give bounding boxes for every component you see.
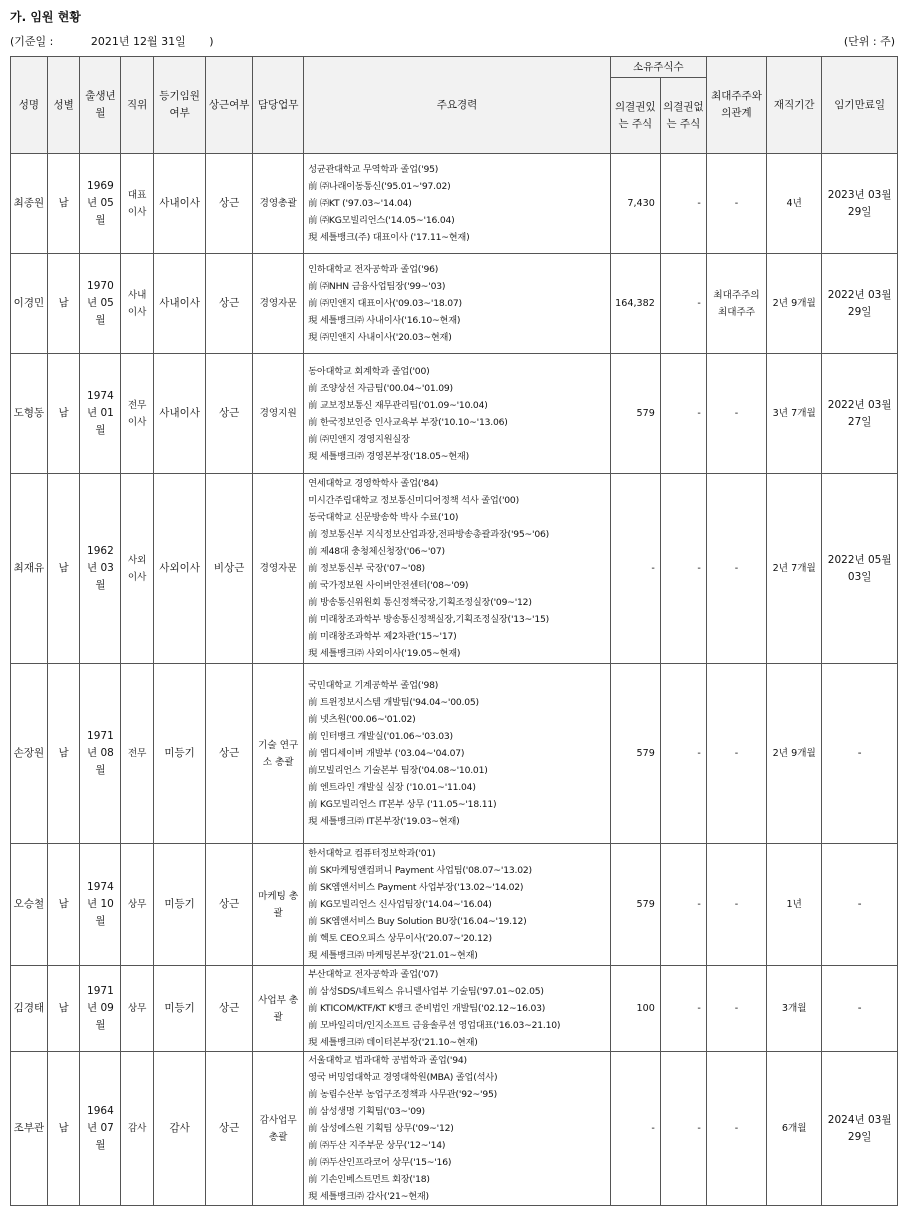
cell-term-end: 2022년 05월 03일 bbox=[822, 474, 898, 664]
career-line: 인하대학교 전자공학과 졸업('96) bbox=[308, 264, 439, 275]
cell-duty: 경영총괄 bbox=[253, 154, 304, 254]
cell-gender: 남 bbox=[47, 844, 80, 966]
cell-career bbox=[304, 254, 611, 354]
career-line: 前 ㈜민앤지 경영지원실장 bbox=[308, 433, 410, 445]
career-line: 前 엔트라인 개발실 실장 ('10.01~'11.04) bbox=[308, 782, 476, 793]
career-line: 前 트윈정보시스템 개발팀('94.04~'00.05) bbox=[308, 697, 479, 708]
career-line: 前 국가정보원 사이버안전센터('08~'09) bbox=[308, 580, 469, 591]
career-line: 前 ㈜KG모빌리언스('14.05~'16.04) bbox=[308, 215, 455, 226]
cell-position: 상무 bbox=[121, 844, 154, 966]
career-line: 국민대학교 기계공학부 졸업('98) bbox=[308, 680, 439, 691]
cell-name: 도형동 bbox=[11, 354, 48, 474]
cell-fulltime: 상근 bbox=[206, 664, 253, 844]
cell-position: 감사 bbox=[121, 1052, 154, 1206]
cell-birth: 1974년 10월 bbox=[80, 844, 121, 966]
header-registered: 등기임원여부 bbox=[154, 57, 206, 154]
career-line: 성균관대학교 무역학과 졸업('95) bbox=[308, 164, 439, 175]
career-line: 前 ㈜나래이동통신('95.01~'97.02) bbox=[308, 181, 451, 192]
cell-term-end: 2023년 03월 29일 bbox=[822, 154, 898, 254]
career-line: 前 미래창조과학부 방송통신정책실장,기획조정실장('13~'15) bbox=[308, 614, 550, 625]
cell-duty: 마케팅 총괄 bbox=[253, 844, 304, 966]
cell-shares-voting: - bbox=[610, 1052, 660, 1206]
career-line: 前 한국정보인증 인사교육부 부장('10.10~'13.06) bbox=[308, 416, 508, 428]
cell-registered: 감사 bbox=[154, 1052, 206, 1206]
cell-career bbox=[304, 966, 611, 1052]
cell-shares-voting: 579 bbox=[610, 354, 660, 474]
career-line: 現 세틀뱅크㈜ 사내이사('16.10~현재) bbox=[308, 315, 461, 326]
cell-relation: - bbox=[706, 474, 766, 664]
cell-shares-voting: 164,382 bbox=[610, 254, 660, 354]
career-line: 동아대학교 회계학과 졸업('00) bbox=[308, 365, 430, 377]
career-line: 前 ㈜KT ('97.03~'14.04) bbox=[308, 198, 412, 209]
cell-relation: 최대주주의 최대주주 bbox=[706, 254, 766, 354]
cell-tenure: 3년 7개월 bbox=[767, 354, 822, 474]
career-line: 現 세틀뱅크㈜ 감사('21~현재) bbox=[308, 1191, 429, 1202]
career-line: 부산대학교 전자공학과 졸업('07) bbox=[308, 969, 439, 980]
cell-position: 전무 bbox=[121, 664, 154, 844]
cell-gender: 남 bbox=[47, 474, 80, 664]
cell-fulltime: 상근 bbox=[206, 354, 253, 474]
header-birth: 출생년월 bbox=[80, 57, 121, 154]
cell-tenure: 1년 bbox=[767, 844, 822, 966]
unit-label: (단위 : 주) bbox=[843, 35, 895, 48]
cell-shares-voting: - bbox=[610, 474, 660, 664]
cell-name: 최종원 bbox=[11, 154, 48, 254]
executive-row bbox=[11, 354, 898, 474]
cell-shares-voting: 579 bbox=[610, 664, 660, 844]
header-fulltime: 상근여부 bbox=[206, 57, 253, 154]
cell-registered: 사외이사 bbox=[154, 474, 206, 664]
career-line: 前 기손인베스트먼트 회장('18) bbox=[308, 1174, 430, 1185]
cell-birth: 1970년 05월 bbox=[80, 254, 121, 354]
cell-name: 최재유 bbox=[11, 474, 48, 664]
career-line: 연세대학교 경영학학사 졸업('84) bbox=[308, 478, 439, 489]
cell-shares-nonvoting: - bbox=[660, 664, 706, 844]
cell-shares-nonvoting: - bbox=[660, 254, 706, 354]
cell-name: 손장원 bbox=[11, 664, 48, 844]
cell-tenure: 4년 bbox=[767, 154, 822, 254]
cell-shares-nonvoting: - bbox=[660, 154, 706, 254]
cell-birth: 1974년 01월 bbox=[80, 354, 121, 474]
cell-career bbox=[304, 474, 611, 664]
cell-career bbox=[304, 354, 611, 474]
cell-relation: - bbox=[706, 354, 766, 474]
career-line: 동국대학교 신문방송학 박사 수료('10) bbox=[308, 512, 459, 523]
cell-shares-nonvoting: - bbox=[660, 474, 706, 664]
career-line: 한서대학교 컴퓨터정보학과('01) bbox=[308, 848, 436, 859]
cell-term-end: - bbox=[822, 664, 898, 844]
cell-registered: 사내이사 bbox=[154, 354, 206, 474]
cell-registered: 미등기 bbox=[154, 844, 206, 966]
header-shares-group: 소유주식수 bbox=[610, 57, 706, 78]
career-line: 前 삼성SDS/네트웍스 유니텔사업부 기술팀('97.01~02.05) bbox=[308, 986, 544, 997]
career-line: 前 SK엠앤서비스 Buy Solution BU장('16.04~'19.12) bbox=[308, 916, 527, 927]
header-position: 직위 bbox=[121, 57, 154, 154]
cell-shares-voting: 7,430 bbox=[610, 154, 660, 254]
executive-table bbox=[10, 56, 898, 1206]
cell-position: 사외이사 bbox=[121, 474, 154, 664]
cell-duty: 경영자문 bbox=[253, 474, 304, 664]
cell-fulltime: 상근 bbox=[206, 254, 253, 354]
cell-fulltime: 상근 bbox=[206, 1052, 253, 1206]
cell-name: 김경태 bbox=[11, 966, 48, 1052]
cell-registered: 사내이사 bbox=[154, 154, 206, 254]
header-tenure: 재직기간 bbox=[767, 57, 822, 154]
career-line: 現 세틀뱅크(주) 대표이사 ('17.11~현재) bbox=[308, 232, 470, 243]
career-line: 前 ㈜민앤지 대표이사('09.03~'18.07) bbox=[308, 298, 462, 309]
cell-fulltime: 상근 bbox=[206, 154, 253, 254]
header-shares-nonvoting: 의결권없는 주식 bbox=[660, 78, 706, 154]
cell-term-end: 2024년 03월 29일 bbox=[822, 1052, 898, 1206]
cell-gender: 남 bbox=[47, 354, 80, 474]
career-line: 서울대학교 법과대학 공법학과 졸업('94) bbox=[308, 1055, 467, 1066]
cell-fulltime: 상근 bbox=[206, 844, 253, 966]
cell-shares-nonvoting: - bbox=[660, 966, 706, 1052]
base-date bbox=[10, 33, 214, 49]
cell-duty: 기술 연구소 총괄 bbox=[253, 664, 304, 844]
career-line: 現 세틀뱅크㈜ 사외이사('19.05~현재) bbox=[308, 648, 461, 659]
cell-fulltime: 상근 bbox=[206, 966, 253, 1052]
career-line: 現 세틀뱅크㈜ IT본부장('19.03~현재) bbox=[308, 816, 460, 827]
career-line: 前 KG모빌리언스 신사업팀장('14.04~'16.04) bbox=[308, 899, 492, 910]
cell-shares-voting: 579 bbox=[610, 844, 660, 966]
career-line: 前 SK마케팅앤컴퍼니 Payment 사업팀('08.07~'13.02) bbox=[308, 865, 532, 876]
cell-tenure: 6개월 bbox=[767, 1052, 822, 1206]
header-relation: 최대주주와의관계 bbox=[706, 57, 766, 154]
career-line: 前 교보정보통신 재무관리팀('01.09~'10.04) bbox=[308, 399, 488, 411]
career-line: 前 KTICOM/KTF/KT K뱅크 준비법인 개발팀('02.12~16.03) bbox=[308, 1003, 546, 1014]
career-line: 미시간주립대학교 정보통신미디어정책 석사 졸업('00) bbox=[308, 495, 519, 506]
cell-gender: 남 bbox=[47, 664, 80, 844]
header-duty: 담당업무 bbox=[253, 57, 304, 154]
career-line: 前 방송통신위원회 통신정책국장,기획조정실장('09~'12) bbox=[308, 597, 532, 608]
cell-career bbox=[304, 154, 611, 254]
executive-row bbox=[11, 844, 898, 966]
cell-relation: - bbox=[706, 844, 766, 966]
cell-relation: - bbox=[706, 1052, 766, 1206]
career-line: 前 KG모빌리언스 IT본부 상무 ('11.05~'18.11) bbox=[308, 799, 497, 810]
career-line: 前 ㈜두산인프라코어 상무('15~'16) bbox=[308, 1157, 452, 1168]
executive-row bbox=[11, 154, 898, 254]
cell-duty: 경영지원 bbox=[253, 354, 304, 474]
career-line: 前 농림수산부 농업구조정책과 사무관('92~'95) bbox=[308, 1089, 498, 1100]
executive-row bbox=[11, 474, 898, 664]
cell-name: 오승철 bbox=[11, 844, 48, 966]
cell-career bbox=[304, 844, 611, 966]
cell-term-end: 2022년 03월 29일 bbox=[822, 254, 898, 354]
career-line: 前 삼성생명 기획팀('03~'09) bbox=[308, 1106, 425, 1117]
cell-duty: 감사업무 총괄 bbox=[253, 1052, 304, 1206]
cell-gender: 남 bbox=[47, 966, 80, 1052]
career-line: 前 정보통신부 국장('07~'08) bbox=[308, 563, 425, 574]
cell-birth: 1971년 08월 bbox=[80, 664, 121, 844]
header-career: 주요경력 bbox=[304, 57, 611, 154]
executive-row bbox=[11, 254, 898, 354]
cell-shares-nonvoting: - bbox=[660, 1052, 706, 1206]
career-line: 現 세틀뱅크㈜ 데이터본부장('21.10~현재) bbox=[308, 1037, 478, 1048]
career-line: 前 ㈜두산 지주부문 상무('12~'14) bbox=[308, 1140, 446, 1151]
career-line: 前 정보통신부 지식정보산업과장,전파방송총괄과장('95~'06) bbox=[308, 529, 550, 540]
career-line: 前 ㈜NHN 금융사업팀장('99~'03) bbox=[308, 281, 446, 292]
executive-row bbox=[11, 1052, 898, 1206]
cell-registered: 미등기 bbox=[154, 664, 206, 844]
cell-birth: 1962년 03월 bbox=[80, 474, 121, 664]
cell-term-end: 2022년 03월 27일 bbox=[822, 354, 898, 474]
executive-row bbox=[11, 664, 898, 844]
cell-relation: - bbox=[706, 966, 766, 1052]
header-shares-voting: 의결권있는 주식 bbox=[610, 78, 660, 154]
cell-term-end: - bbox=[822, 844, 898, 966]
cell-name: 이경민 bbox=[11, 254, 48, 354]
cell-tenure: 2년 9개월 bbox=[767, 254, 822, 354]
career-line: 前 인터뱅크 개발실('01.06~'03.03) bbox=[308, 731, 453, 742]
cell-birth: 1969년 05월 bbox=[80, 154, 121, 254]
cell-position: 전무이사 bbox=[121, 354, 154, 474]
cell-shares-voting: 100 bbox=[610, 966, 660, 1052]
cell-birth: 1971년 09월 bbox=[80, 966, 121, 1052]
cell-shares-nonvoting: - bbox=[660, 844, 706, 966]
career-line: 前 넷츠원('00.06~'01.02) bbox=[308, 714, 416, 725]
cell-name: 조부관 bbox=[11, 1052, 48, 1206]
executive-rows bbox=[11, 154, 898, 1206]
cell-duty: 사업부 총괄 bbox=[253, 966, 304, 1052]
career-line: 前 SK엠앤서비스 Payment 사업부장('13.02~'14.02) bbox=[308, 882, 524, 893]
career-line: 前 미래창조과학부 제2차관('15~'17) bbox=[308, 631, 457, 642]
cell-position: 대표이사 bbox=[121, 154, 154, 254]
cell-duty: 경영자문 bbox=[253, 254, 304, 354]
executive-row bbox=[11, 966, 898, 1052]
section-title: 가. 임원 현황 bbox=[10, 10, 81, 24]
cell-tenure: 2년 9개월 bbox=[767, 664, 822, 844]
cell-tenure: 3개월 bbox=[767, 966, 822, 1052]
cell-gender: 남 bbox=[47, 1052, 80, 1206]
career-line: 現 세틀뱅크㈜ 경영본부장('18.05~현재) bbox=[308, 450, 469, 462]
cell-gender: 남 bbox=[47, 154, 80, 254]
cell-term-end: - bbox=[822, 966, 898, 1052]
base-date-label: (기준일 : bbox=[10, 35, 54, 48]
header-term-end: 임기만료일 bbox=[822, 57, 898, 154]
base-date-close: ) bbox=[209, 35, 214, 48]
cell-position: 사내이사 bbox=[121, 254, 154, 354]
cell-registered: 사내이사 bbox=[154, 254, 206, 354]
cell-position: 상무 bbox=[121, 966, 154, 1052]
cell-tenure: 2년 7개월 bbox=[767, 474, 822, 664]
cell-relation: - bbox=[706, 154, 766, 254]
header-gender: 성별 bbox=[47, 57, 80, 154]
header-name: 성명 bbox=[11, 57, 48, 154]
base-date-value: 2021년 12월 31일 bbox=[90, 35, 186, 48]
career-line: 現 세틀뱅크㈜ 마케팅본부장('21.01~현재) bbox=[308, 950, 478, 961]
career-line: 前 헥토 CEO오피스 상무이사('20.07~'20.12) bbox=[308, 933, 492, 944]
career-line: 前 삼성에스원 기획팀 상무('09~'12) bbox=[308, 1123, 454, 1134]
career-line: 前 모바일리더/인지소프트 금융솔루션 영업대표('16.03~21.10) bbox=[308, 1020, 561, 1031]
career-line: 前 조양상선 자금팀('00.04~'01.09) bbox=[308, 382, 453, 394]
career-line: 前 제48대 충청체신청장('06~'07) bbox=[308, 546, 445, 557]
cell-relation: - bbox=[706, 664, 766, 844]
cell-shares-nonvoting: - bbox=[660, 354, 706, 474]
cell-birth: 1964년 07월 bbox=[80, 1052, 121, 1206]
career-line: 現 ㈜민앤지 사내이사('20.03~현재) bbox=[308, 332, 452, 343]
career-line: 前 엠디세이버 개발부 ('03.04~'04.07) bbox=[308, 748, 465, 759]
career-line: 영국 버밍엄대학교 경영대학원(MBA) 졸업(석사) bbox=[308, 1072, 498, 1083]
cell-fulltime: 비상근 bbox=[206, 474, 253, 664]
cell-career bbox=[304, 1052, 611, 1206]
cell-registered: 미등기 bbox=[154, 966, 206, 1052]
cell-career bbox=[304, 664, 611, 844]
career-line: 前모빌리언스 기술본부 팀장('04.08~'10.01) bbox=[308, 765, 488, 776]
cell-gender: 남 bbox=[47, 254, 80, 354]
